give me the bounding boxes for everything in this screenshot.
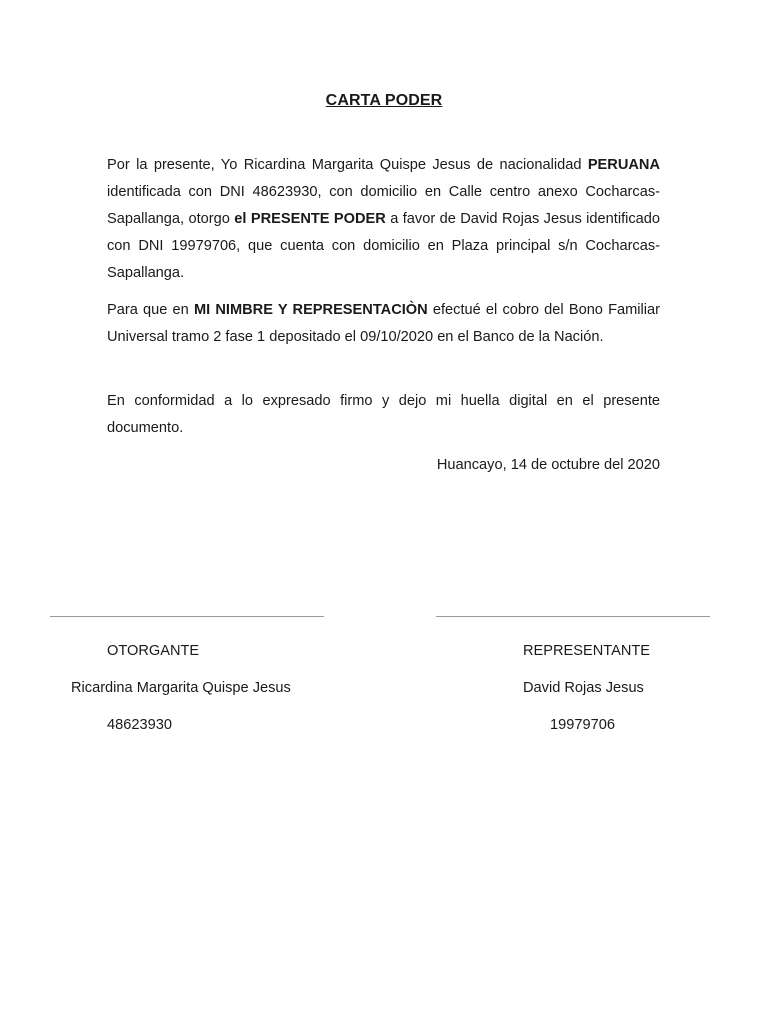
representante-name: David Rojas Jesus [523,680,644,696]
paragraph-purpose-text-1: Para que en [107,302,194,318]
representante-role: REPRESENTANTE [523,643,651,659]
paragraph-conformity: En conformidad a lo expresado firmo y dejo mi huella digital en el presente documento. [107,393,660,436]
place-date: Huancayo, 14 de octubre del 2020 [436,457,660,473]
paragraph-purpose [107,297,660,351]
paragraph-purpose-text-2: efectué el cobro del Bono Familiar Universal tramo 2 fase 1 depositado el 09/10/2020 en el Banco de la Nación. [107,302,661,345]
paragraph-grant-text-3: a favor de David Rojas Jesus identificado con DNI 19979706, que cuenta con domicilio en Plaza principal s/n Cocharcas-Sapallanga. [107,211,661,281]
representante-dni: 19979706 [550,717,615,733]
representation-bold: MI NIMBRE Y REPRESENTACIÒN [193,302,428,318]
signature-line-otorgante [50,616,324,617]
otorgante-dni: 48623930 [107,717,172,733]
paragraph-grant-text-2: identificada con DNI 48623930, con domicilio en Calle centro anexo Cocharcas-Sapallanga, otorgo [107,184,660,227]
signature-line-representante [436,616,710,617]
paragraph-grant-text-1: Por la presente, Yo Ricardina Margarita Quispe Jesus de nacionalidad [107,157,588,173]
presente-poder-bold: el PRESENTE PODER [234,211,386,227]
nationality-bold: PERUANA [587,157,660,173]
document-title: CARTA PODER [325,92,443,109]
otorgante-name: Ricardina Margarita Quispe Jesus [71,680,291,696]
otorgante-role: OTORGANTE [107,643,200,659]
paragraph-grant [107,152,660,287]
